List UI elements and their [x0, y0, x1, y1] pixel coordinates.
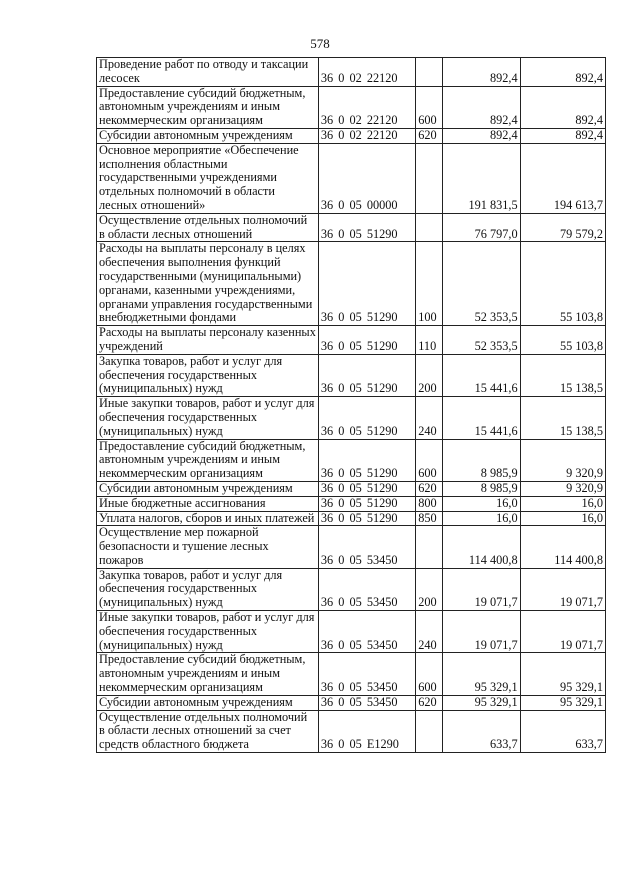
row-amount-year2-cell: 95 329,1	[520, 653, 605, 695]
table-row	[97, 213, 606, 242]
row-amount-year1-cell: 15 441,6	[443, 397, 520, 439]
table-row	[97, 481, 606, 496]
row-target-article-cell: 36 0 05 53450	[318, 653, 415, 695]
row-name-cell: Предоставление субсидий бюджетным, автономным учреждениям и иным некоммерческим организациям	[97, 439, 319, 481]
row-name-cell: Иные закупки товаров, работ и услуг для обеспечения государственных (муниципальных) нужд	[97, 611, 319, 653]
row-target-article-cell: 36 0 05 51290	[318, 326, 415, 355]
row-amount-year2-cell: 15 138,5	[520, 354, 605, 396]
row-amount-year1-cell: 16,0	[443, 496, 520, 511]
row-amount-year2-cell: 15 138,5	[520, 397, 605, 439]
row-target-article-cell: 36 0 05 51290	[318, 242, 415, 326]
row-target-article-cell: 36 0 05 51290	[318, 439, 415, 481]
page-number: 578	[310, 36, 330, 51]
row-name-cell: Осуществление отдельных полномочий в области лесных отношений за счет средств областного бюджета	[97, 710, 319, 752]
budget-table-body	[97, 58, 606, 753]
row-expense-type-cell: 620	[416, 128, 443, 143]
row-amount-year2-cell: 114 400,8	[520, 526, 605, 568]
row-name-cell: Предоставление субсидий бюджетным, автономным учреждениям и иным некоммерческим организациям	[97, 653, 319, 695]
row-name-cell: Субсидии автономным учреждениям	[97, 695, 319, 710]
row-expense-type-cell: 600	[416, 86, 443, 128]
row-name-cell: Основное мероприятие «Обеспечение исполнения областными государственными учреждениями отдельных полномочий в области лесных отношений»	[97, 143, 319, 213]
row-target-article-cell: 36 0 05 00000	[318, 143, 415, 213]
table-row	[97, 611, 606, 653]
row-amount-year2-cell: 892,4	[520, 86, 605, 128]
table-row	[97, 695, 606, 710]
row-name-cell: Расходы на выплаты персоналу казенных учреждений	[97, 326, 319, 355]
row-amount-year1-cell: 8 985,9	[443, 481, 520, 496]
row-amount-year1-cell: 15 441,6	[443, 354, 520, 396]
row-expense-type-cell: 110	[416, 326, 443, 355]
row-expense-type-cell	[416, 58, 443, 87]
table-row	[97, 326, 606, 355]
row-expense-type-cell: 100	[416, 242, 443, 326]
row-name-cell: Иные бюджетные ассигнования	[97, 496, 319, 511]
row-target-article-cell: 36 0 05 51290	[318, 213, 415, 242]
row-amount-year1-cell: 16,0	[443, 511, 520, 526]
table-row	[97, 496, 606, 511]
row-name-cell: Проведение работ по отводу и таксации лесосек	[97, 58, 319, 87]
table-row	[97, 511, 606, 526]
row-name-cell: Субсидии автономным учреждениям	[97, 481, 319, 496]
row-amount-year2-cell: 55 103,8	[520, 326, 605, 355]
row-amount-year1-cell: 633,7	[443, 710, 520, 752]
row-target-article-cell: 36 0 05 51290	[318, 354, 415, 396]
row-expense-type-cell: 600	[416, 439, 443, 481]
table-row	[97, 710, 606, 752]
row-amount-year1-cell: 892,4	[443, 58, 520, 87]
table-row	[97, 354, 606, 396]
row-expense-type-cell: 620	[416, 695, 443, 710]
row-target-article-cell: 36 0 05 Е1290	[318, 710, 415, 752]
row-target-article-cell: 36 0 05 51290	[318, 496, 415, 511]
row-amount-year2-cell: 194 613,7	[520, 143, 605, 213]
row-expense-type-cell	[416, 526, 443, 568]
row-expense-type-cell: 800	[416, 496, 443, 511]
row-amount-year1-cell: 191 831,5	[443, 143, 520, 213]
table-row	[97, 568, 606, 610]
table-row	[97, 86, 606, 128]
row-amount-year2-cell: 95 329,1	[520, 695, 605, 710]
table-row	[97, 653, 606, 695]
row-amount-year2-cell: 16,0	[520, 496, 605, 511]
row-amount-year1-cell: 19 071,7	[443, 611, 520, 653]
budget-table	[96, 57, 606, 753]
row-target-article-cell: 36 0 05 53450	[318, 568, 415, 610]
row-name-cell: Уплата налогов, сборов и иных платежей	[97, 511, 319, 526]
row-amount-year1-cell: 114 400,8	[443, 526, 520, 568]
table-row	[97, 143, 606, 213]
row-amount-year2-cell: 19 071,7	[520, 611, 605, 653]
row-name-cell: Расходы на выплаты персоналу в целях обеспечения выполнения функций государственными (муниципальными) органами, казенными учреждениями, органами управления государственными внебюджетными фондами	[97, 242, 319, 326]
table-row	[97, 58, 606, 87]
row-expense-type-cell: 200	[416, 354, 443, 396]
row-expense-type-cell	[416, 710, 443, 752]
row-target-article-cell: 36 0 05 51290	[318, 481, 415, 496]
row-expense-type-cell: 200	[416, 568, 443, 610]
row-target-article-cell: 36 0 02 22120	[318, 58, 415, 87]
table-row	[97, 242, 606, 326]
row-name-cell: Осуществление мер пожарной безопасности и тушение лесных пожаров	[97, 526, 319, 568]
row-expense-type-cell: 240	[416, 611, 443, 653]
row-expense-type-cell	[416, 143, 443, 213]
row-amount-year1-cell: 95 329,1	[443, 653, 520, 695]
row-amount-year2-cell: 79 579,2	[520, 213, 605, 242]
row-target-article-cell: 36 0 05 53450	[318, 695, 415, 710]
row-amount-year1-cell: 19 071,7	[443, 568, 520, 610]
row-target-article-cell: 36 0 05 51290	[318, 397, 415, 439]
table-row	[97, 439, 606, 481]
row-amount-year1-cell: 52 353,5	[443, 326, 520, 355]
row-amount-year2-cell: 16,0	[520, 511, 605, 526]
row-name-cell: Осуществление отдельных полномочий в области лесных отношений	[97, 213, 319, 242]
table-row	[97, 128, 606, 143]
row-name-cell: Субсидии автономным учреждениям	[97, 128, 319, 143]
row-name-cell: Закупка товаров, работ и услуг для обеспечения государственных (муниципальных) нужд	[97, 568, 319, 610]
row-amount-year1-cell: 76 797,0	[443, 213, 520, 242]
row-target-article-cell: 36 0 02 22120	[318, 128, 415, 143]
row-target-article-cell: 36 0 05 53450	[318, 526, 415, 568]
row-expense-type-cell	[416, 213, 443, 242]
row-amount-year1-cell: 892,4	[443, 128, 520, 143]
row-amount-year1-cell: 892,4	[443, 86, 520, 128]
row-expense-type-cell: 240	[416, 397, 443, 439]
row-amount-year1-cell: 52 353,5	[443, 242, 520, 326]
row-amount-year2-cell: 9 320,9	[520, 439, 605, 481]
row-target-article-cell: 36 0 05 53450	[318, 611, 415, 653]
row-target-article-cell: 36 0 02 22120	[318, 86, 415, 128]
row-expense-type-cell: 620	[416, 481, 443, 496]
row-expense-type-cell: 850	[416, 511, 443, 526]
row-name-cell: Предоставление субсидий бюджетным, автономным учреждениям и иным некоммерческим организациям	[97, 86, 319, 128]
row-target-article-cell: 36 0 05 51290	[318, 511, 415, 526]
row-amount-year2-cell: 55 103,8	[520, 242, 605, 326]
row-amount-year1-cell: 95 329,1	[443, 695, 520, 710]
row-name-cell: Закупка товаров, работ и услуг для обеспечения государственных (муниципальных) нужд	[97, 354, 319, 396]
row-amount-year2-cell: 892,4	[520, 58, 605, 87]
table-row	[97, 397, 606, 439]
row-name-cell: Иные закупки товаров, работ и услуг для обеспечения государственных (муниципальных) нужд	[97, 397, 319, 439]
row-amount-year2-cell: 9 320,9	[520, 481, 605, 496]
row-amount-year2-cell: 892,4	[520, 128, 605, 143]
row-amount-year2-cell: 19 071,7	[520, 568, 605, 610]
row-amount-year2-cell: 633,7	[520, 710, 605, 752]
row-amount-year1-cell: 8 985,9	[443, 439, 520, 481]
row-expense-type-cell: 600	[416, 653, 443, 695]
table-row	[97, 526, 606, 568]
